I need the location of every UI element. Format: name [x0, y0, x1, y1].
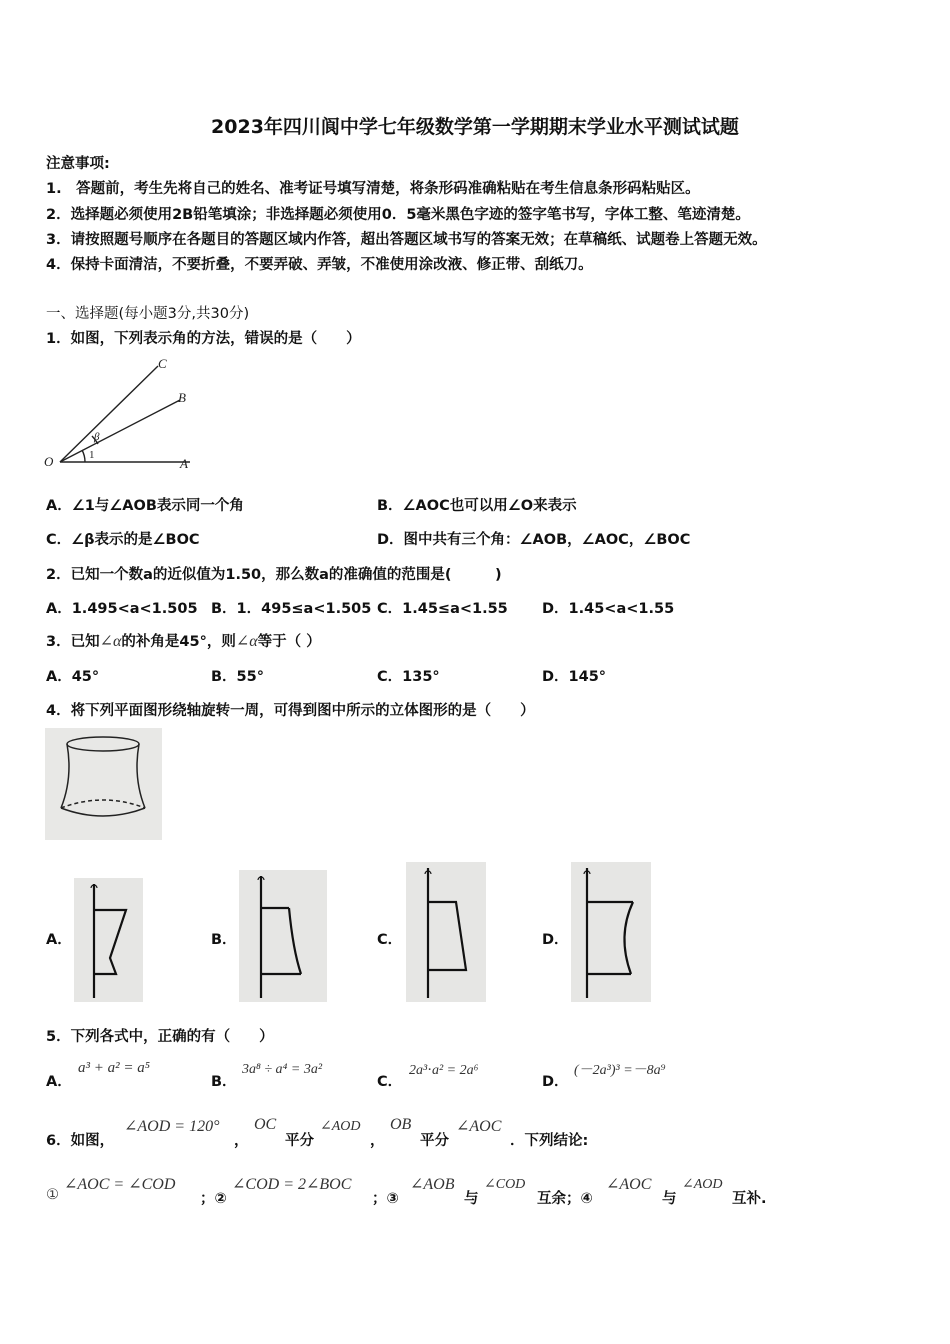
q3-stem-post: 等于（ ）: [257, 634, 321, 650]
q5-formula-a: a³ + a² = a⁵: [78, 1060, 150, 1076]
q4-label-d: D．: [542, 932, 569, 948]
q4-label-a: A．: [46, 932, 72, 948]
q4-option-c-figure: [406, 862, 486, 1002]
q4-option-d-figure: [571, 862, 651, 1002]
question-5-stem: 5．下列各式中，正确的有（ ）: [46, 1029, 274, 1045]
angle-arc-1: [82, 450, 85, 462]
q6-w2: 平分: [420, 1133, 449, 1149]
q5-label-a: A．: [46, 1074, 72, 1090]
q2-option-d: D．1.45<a<1.55: [542, 601, 675, 617]
q6-c3w: 与: [464, 1191, 479, 1207]
q3-option-c: C．135°: [377, 669, 440, 685]
q6-sep1: ；②: [200, 1191, 227, 1207]
label-one: 1: [89, 449, 95, 461]
notice-heading: 注意事项:: [46, 156, 110, 172]
notice-item: 1. 答题前，考生先将自己的姓名、准考证号填写清楚，将条形码准确粘贴在考生信息条形码粘贴区。: [46, 181, 700, 197]
q6-m3: ∠AOD: [320, 1119, 361, 1134]
frustum-figure: [45, 728, 162, 840]
q1-option-d: D．图中共有三个角：∠AOB，∠AOC，∠BOC: [377, 532, 691, 548]
q3-option-d: D．145°: [542, 669, 607, 685]
ray-oc: [60, 366, 158, 462]
q5-label-d: D．: [542, 1074, 569, 1090]
q6-c4a: ∠AOC: [606, 1176, 652, 1193]
ray-ob: [60, 400, 180, 462]
q1-option-b: B．∠AOC也可以用∠O来表示: [377, 498, 577, 514]
q5-formula-d: (－2a³)³ =－8a⁹: [574, 1063, 666, 1078]
q3-stem-mid: 的补角是45°，则: [121, 634, 236, 650]
page-title: 2023年四川阆中学七年级数学第一学期期末学业水平测试试题: [211, 116, 739, 138]
label-c: C: [158, 356, 167, 371]
q6-stem-post: ．下列结论:: [510, 1133, 589, 1149]
question-1-stem: 1．如图，下列表示角的方法，错误的是（ ）: [46, 331, 361, 347]
angle-figure: [40, 352, 200, 472]
label-beta: β: [94, 431, 100, 443]
q6-c4post: 互补.: [732, 1191, 767, 1207]
q3-alpha: ∠α: [99, 633, 122, 650]
q1-option-a: A．∠1与∠AOB表示同一个角: [46, 498, 244, 514]
q5-label-c: C．: [377, 1074, 403, 1090]
q6-c1-mark: ①: [46, 1187, 59, 1203]
q6-sep2: ；③: [372, 1191, 399, 1207]
q2-option-b: B．1．495≤a<1.505: [211, 601, 372, 617]
question-3-stem: [46, 630, 321, 651]
notice-item: 4．保持卡面清洁，不要折叠，不要弄破、弄皱，不准使用涂改液、修正带、刮纸刀。: [46, 257, 593, 273]
q6-m2: OC: [254, 1116, 277, 1133]
q6-m4: OB: [390, 1116, 412, 1133]
q6-w1: 平分: [285, 1133, 314, 1149]
q5-label-b: B．: [211, 1074, 237, 1090]
q3-option-a: A．45°: [46, 669, 100, 685]
question-6-stem-pre: 6．如图，: [46, 1133, 115, 1149]
q6-m1: ∠AOD = 120°: [124, 1118, 220, 1135]
q5-formula-b: 3a⁸ ÷ a⁴ = 3a²: [242, 1062, 323, 1077]
notice-item: 2．选择题必须使用2B铅笔填涂；非选择题必须使用0．5毫米黑色字迹的签字笔书写，字体工整、笔迹清楚。: [46, 207, 750, 223]
q4-option-b-figure: [239, 870, 327, 1002]
q6-c1: ∠AOC = ∠COD: [64, 1176, 176, 1193]
q5-formula-c: 2a³⋅a² = 2a⁶: [409, 1063, 479, 1078]
q6-c3b: ∠COD: [484, 1177, 526, 1192]
label-a: A: [180, 456, 188, 471]
q6-c3a: ∠AOB: [410, 1176, 455, 1193]
label-o: O: [44, 454, 54, 469]
q3-option-b: B．55°: [211, 669, 264, 685]
question-2-stem: 2．已知一个数a的近似值为1.50，那么数a的准确值的范围是( ): [46, 567, 502, 583]
section-heading: 一、选择题(每小题3分,共30分): [46, 306, 250, 322]
q3-alpha-2: ∠α: [235, 633, 258, 650]
q6-comma1: ，: [234, 1133, 249, 1149]
label-b: B: [178, 390, 186, 405]
q4-label-b: B．: [211, 932, 237, 948]
question-4-stem: 4．将下列平面图形绕轴旋转一周，可得到图中所示的立体图形的是（ ）: [46, 703, 535, 719]
q2-option-a: A．1.495<a<1.505: [46, 601, 198, 617]
q6-c2: ∠COD = 2∠BOC: [232, 1176, 352, 1193]
q6-c4b: ∠AOD: [682, 1177, 723, 1192]
q6-c4w: 与: [662, 1191, 677, 1207]
q2-option-c: C．1.45≤a<1.55: [377, 601, 508, 617]
q3-stem-pre: 3．已知: [46, 634, 100, 650]
q4-label-c: C．: [377, 932, 403, 948]
q4-option-a-figure: [74, 878, 143, 1002]
q1-option-c: C．∠β表示的是∠BOC: [46, 532, 200, 548]
q6-c3post: 互余；④: [537, 1191, 593, 1207]
notice-item: 3．请按照题号顺序在各题目的答题区域内作答，超出答题区域书写的答案无效；在草稿纸、试题卷上答题无效。: [46, 232, 767, 248]
q6-comma2: ，: [370, 1133, 385, 1149]
q6-m5: ∠AOC: [456, 1118, 502, 1135]
